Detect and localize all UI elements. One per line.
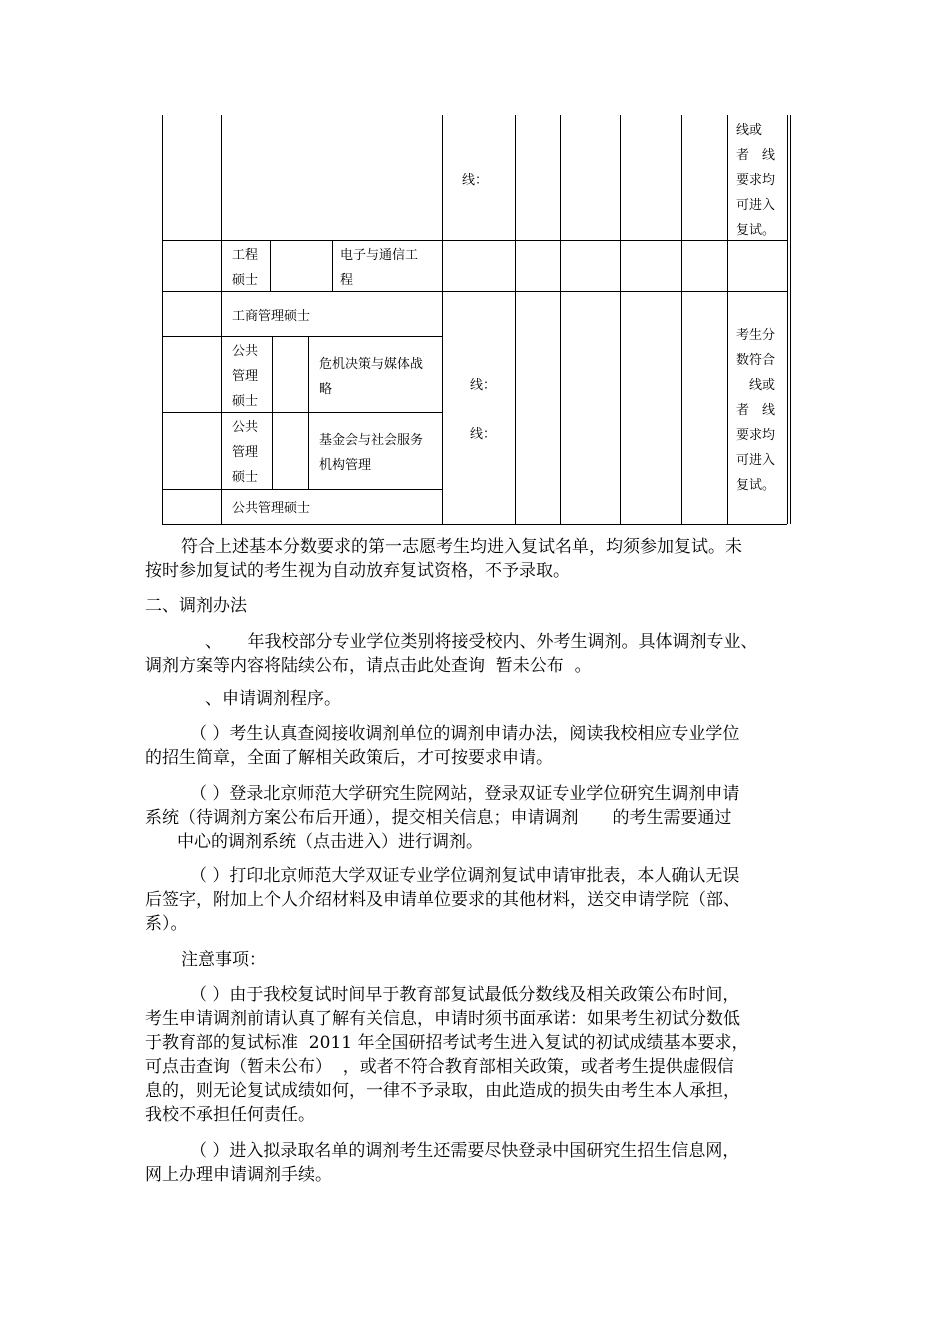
table-row-divider <box>162 489 442 490</box>
paragraph-line: 考生申请调剂前请认真了解有关信息，申请时须书面承诺：如果考生初试分数低 <box>145 1009 740 1029</box>
score-line-label: 线： <box>470 427 497 442</box>
paragraph-line: （ ）打印北京师范大学双证专业学位调剂复试申请审批表，本人确认无误 <box>190 866 740 886</box>
retest-note: 考生分 数符合 线或 者 线 要求均 可进入 复试。 <box>736 328 776 493</box>
paragraph-line: 于教育部的复试标准 2011 年全国研招考试考生进入复试的初试成绩基本要求， <box>145 1033 749 1053</box>
paragraph-line: 我校不承担任何责任。 <box>145 1105 315 1125</box>
paragraph-line: 息的，则无论复试成绩如何，一律不予录取，由此造成的损失由考生本人承担， <box>145 1081 740 1101</box>
paragraph-line: 可点击查询（暂未公布） ，或者不符合教育部相关政策，或者考生提供虚假信 <box>145 1057 734 1077</box>
score-line-label: 线： <box>470 378 497 393</box>
table-row-divider <box>162 336 442 337</box>
paragraph-line: （ ）进入拟录取名单的调剂考生还需要尽快登录中国研究生招生信息网， <box>190 1141 740 1161</box>
table-col-divider <box>221 115 222 524</box>
degree-type: 公共管理硕士 <box>232 501 311 516</box>
major-name: 基金会与社会服务 机构管理 <box>319 433 424 473</box>
table-row-divider <box>162 240 787 241</box>
paragraph-line: 、申请调剂程序。 <box>205 689 341 709</box>
degree-type: 公共 管理 硕士 <box>232 420 259 485</box>
table-col-divider <box>332 240 333 291</box>
degree-type: 公共 管理 硕士 <box>232 344 259 409</box>
paragraph-line: 网上办理申请调剂手续。 <box>145 1165 332 1185</box>
table-col-divider <box>727 115 728 524</box>
table-row-divider <box>162 412 442 413</box>
degree-type: 工商管理硕士 <box>232 309 311 324</box>
table-col-divider <box>560 115 561 524</box>
table-col-divider <box>681 115 682 524</box>
paragraph-line: （ ）登录北京师范大学研究生院网站，登录双证专业学位研究生调剂申请 <box>190 784 740 804</box>
major-name: 电子与通信工 程 <box>340 248 419 288</box>
table-col-divider <box>515 115 516 524</box>
table-col-divider <box>270 240 271 291</box>
table-col-divider <box>620 115 621 524</box>
paragraph-line: 符合上述基本分数要求的第一志愿考生均进入复试名单，均须参加复试。未 <box>181 537 742 557</box>
table-border-right-double <box>790 115 791 524</box>
table-border-bottom <box>162 524 787 525</box>
paragraph-line: 的招生简章，全面了解相关政策后，才可按要求申请。 <box>145 748 553 768</box>
paragraph-line: 注意事项： <box>181 950 266 970</box>
paragraph-line: 系）。 <box>145 914 188 934</box>
paragraph-line: 、 年我校部分专业学位类别将接受校内、外考生调剂。具体调剂专业、 <box>205 632 758 652</box>
score-line-label: 线： <box>462 173 489 188</box>
paragraph-line: （ ）由于我校复试时间早于教育部复试最低分数线及相关政策公布时间， <box>190 985 740 1005</box>
degree-type: 工程 硕士 <box>232 248 259 288</box>
paragraph-line: （ ）考生认真查阅接收调剂单位的调剂申请办法，阅读我校相应专业学位 <box>190 724 740 744</box>
major-name: 危机决策与媒体战 略 <box>319 357 424 397</box>
table-col-divider <box>442 115 443 524</box>
table-border-left <box>162 115 163 524</box>
paragraph-line: 中心的调剂系统（点击进入）进行调剂。 <box>177 832 483 852</box>
paragraph-line: 后签字，附加上个人介绍材料及申请单位要求的其他材料，送交申请学院（部、 <box>145 890 740 910</box>
paragraph-line: 调剂方案等内容将陆续公布，请点击此处查询 暂未公布 。 <box>145 656 592 676</box>
section-heading: 二、调剂办法 <box>145 596 247 616</box>
paragraph-line: 按时参加复试的考生视为自动放弃复试资格，不予录取。 <box>145 561 570 581</box>
table-border-right <box>787 115 788 524</box>
paragraph-line: 系统（待调剂方案公布后开通），提交相关信息；申请调剂 的考生需要通过 <box>145 808 732 828</box>
retest-note: 线或 者 线 要求均 可进入 复试。 <box>736 123 776 238</box>
